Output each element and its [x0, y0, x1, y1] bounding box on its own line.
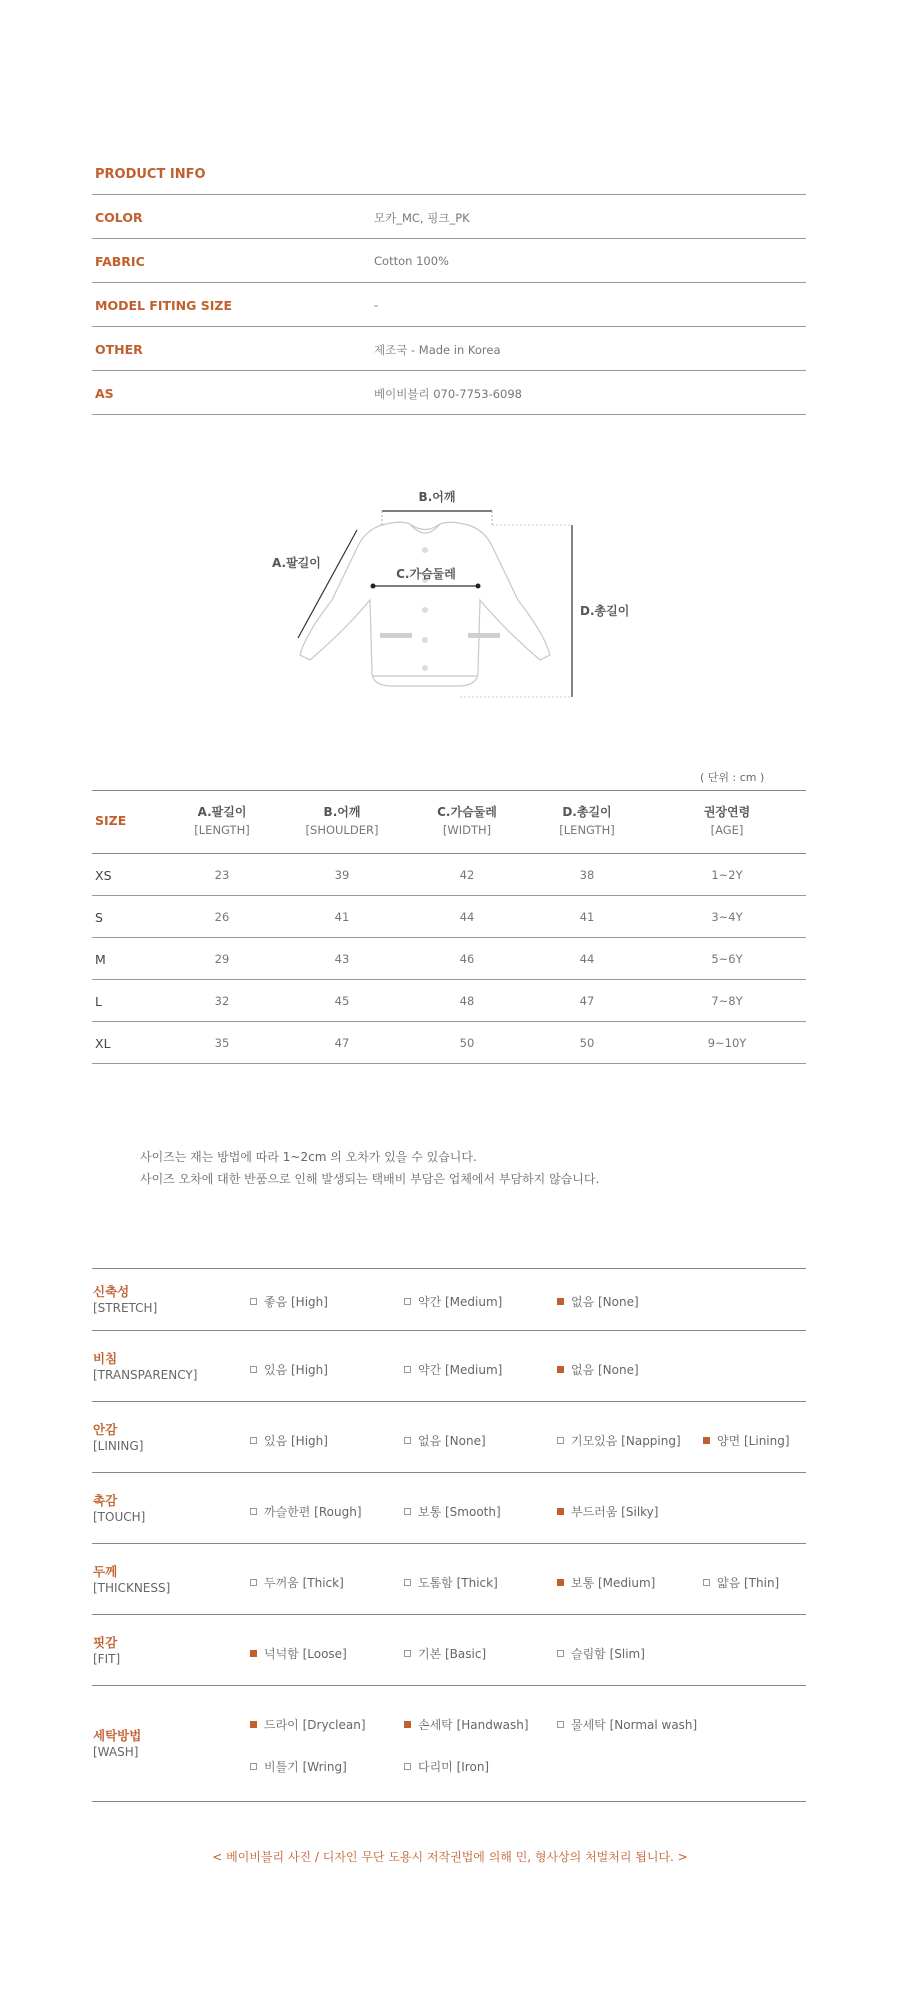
attr-option: 약간 [Medium] — [404, 1361, 502, 1378]
attr-option-selected: 없음 [None] — [557, 1361, 639, 1378]
size-column-header: SIZE — [95, 813, 127, 828]
info-row-fabric — [92, 239, 806, 283]
attr-option: 있음 [High] — [250, 1432, 328, 1449]
attr-option: 비틀기 [Wring] — [250, 1758, 347, 1775]
attr-option-selected: 보통 [Medium] — [557, 1574, 655, 1591]
attr-row-stretch: 신축성 [STRETCH] 좋음 [High] 약간 [Medium] 없음 [None] — [92, 1269, 806, 1331]
column-header-length: D.총길이 [LENGTH] — [559, 805, 615, 837]
size-notes — [140, 1146, 599, 1190]
product-info-table — [92, 160, 806, 415]
attr-option: 까슬한편 [Rough] — [250, 1503, 362, 1520]
info-value: 베이비블리 070-7753-6098 — [374, 387, 522, 401]
attr-row-thickness: 두께 [THICKNESS] 두꺼움 [Thick] 도톰함 [Thick] 보통 [Medium] 얇음 [Thin] — [92, 1544, 806, 1615]
note-line: 사이즈는 재는 방법에 따라 1~2cm 의 오차가 있을 수 있습니다. — [140, 1150, 477, 1164]
attr-option: 보통 [Smooth] — [404, 1503, 501, 1520]
fabric-attributes-table — [92, 1268, 806, 1802]
attr-row-fit: 핏감 [FIT] 넉넉함 [Loose] 기본 [Basic] 슬림함 [Slim] — [92, 1615, 806, 1686]
attr-option: 얇음 [Thin] — [703, 1574, 779, 1591]
measure-label-length: D.총길이 — [580, 604, 630, 618]
measure-label-sleeve: A.팔길이 — [272, 556, 321, 570]
column-header-age: 권장연령 [AGE] — [703, 805, 751, 837]
cardigan-pockets — [380, 633, 500, 638]
copyright-notice: < 베이비블리 사진 / 디자인 무단 도용시 저작권법에 의해 민, 형사상의 처벌처리 됩니다. > — [212, 1850, 688, 1864]
table-row: M 29 43 46 44 5~6Y — [92, 938, 806, 980]
info-label: AS — [95, 386, 114, 401]
column-header-sleeve: A.팔길이 [LENGTH] — [194, 805, 250, 837]
attr-option: 약간 [Medium] — [404, 1293, 502, 1310]
measure-label-shoulder: B.어깨 — [418, 490, 456, 504]
garment-measurement-diagram — [260, 490, 660, 710]
attr-row-lining: 안감 [LINING] 있음 [High] 없음 [None] 기모있음 [Napping] 양면 [Lining] — [92, 1402, 806, 1473]
info-row-color — [92, 195, 806, 239]
info-value: 모카_MC, 핑크_PK — [374, 211, 470, 225]
cardigan-illustration — [300, 522, 550, 686]
attr-option: 도톰함 [Thick] — [404, 1574, 498, 1591]
column-header-chest: C.가슴둘레 [WIDTH] — [437, 805, 497, 837]
cardigan-buttons — [422, 547, 428, 671]
info-row-model-size — [92, 283, 806, 327]
unit-label: ( 단위 : cm ) — [700, 771, 765, 784]
size-table-header — [92, 790, 806, 854]
table-row: XL 35 47 50 50 9~10Y — [92, 1022, 806, 1064]
attr-option-selected: 넉넉함 [Loose] — [250, 1645, 347, 1662]
table-row: XS 23 39 42 38 1~2Y — [92, 854, 806, 896]
info-label: OTHER — [95, 342, 143, 357]
attr-option: 슬림함 [Slim] — [557, 1645, 645, 1662]
attr-option: 기모있음 [Napping] — [557, 1432, 681, 1449]
column-header-shoulder: B.어깨 [SHOULDER] — [305, 805, 379, 837]
info-label: COLOR — [95, 210, 143, 225]
info-row-as — [92, 371, 806, 415]
note-line: 사이즈 오차에 대한 반품으로 인해 발생되는 택배비 부담은 업체에서 부담하지 않습니다. — [140, 1172, 600, 1186]
attr-option-selected: 없음 [None] — [557, 1293, 639, 1310]
attr-option: 기본 [Basic] — [404, 1645, 486, 1662]
attr-option-selected: 드라이 [Dryclean] — [250, 1716, 366, 1733]
info-value: 제조국 - Made in Korea — [374, 343, 501, 357]
info-value: - — [374, 298, 379, 312]
attr-option-selected: 손세탁 [Handwash] — [404, 1716, 529, 1733]
attr-option-selected: 양면 [Lining] — [703, 1432, 790, 1449]
attr-option: 좋음 [High] — [250, 1293, 328, 1310]
attr-option: 있음 [High] — [250, 1361, 328, 1378]
attr-option: 물세탁 [Normal wash] — [557, 1716, 697, 1733]
info-label: FABRIC — [95, 254, 145, 269]
attr-row-touch: 촉감 [TOUCH] 까슬한편 [Rough] 보통 [Smooth] 부드러움 [Silky] — [92, 1473, 806, 1544]
info-row-other — [92, 327, 806, 371]
product-info-title: PRODUCT INFO — [92, 160, 806, 195]
table-row: S 26 41 44 41 3~4Y — [92, 896, 806, 938]
info-label: MODEL FITING SIZE — [95, 298, 232, 313]
attr-option: 다리미 [Iron] — [404, 1758, 489, 1775]
attr-option-selected: 부드러움 [Silky] — [557, 1503, 658, 1520]
attr-row-transparency: 비침 [TRANSPARENCY] 있음 [High] 약간 [Medium] 없음 [None] — [92, 1331, 806, 1402]
measure-label-chest: C.가슴둘레 — [396, 567, 456, 581]
table-row: L 32 45 48 47 7~8Y — [92, 980, 806, 1022]
attr-row-wash: 세탁방법 [WASH] 드라이 [Dryclean] 손세탁 [Handwash] 물세탁 [Normal wash] 비틀기 [Wring] 다리미 [Iron] — [92, 1686, 806, 1802]
info-value: Cotton 100% — [374, 254, 449, 268]
attr-option: 없음 [None] — [404, 1432, 486, 1449]
attr-option: 두꺼움 [Thick] — [250, 1574, 344, 1591]
size-table — [92, 790, 806, 1064]
